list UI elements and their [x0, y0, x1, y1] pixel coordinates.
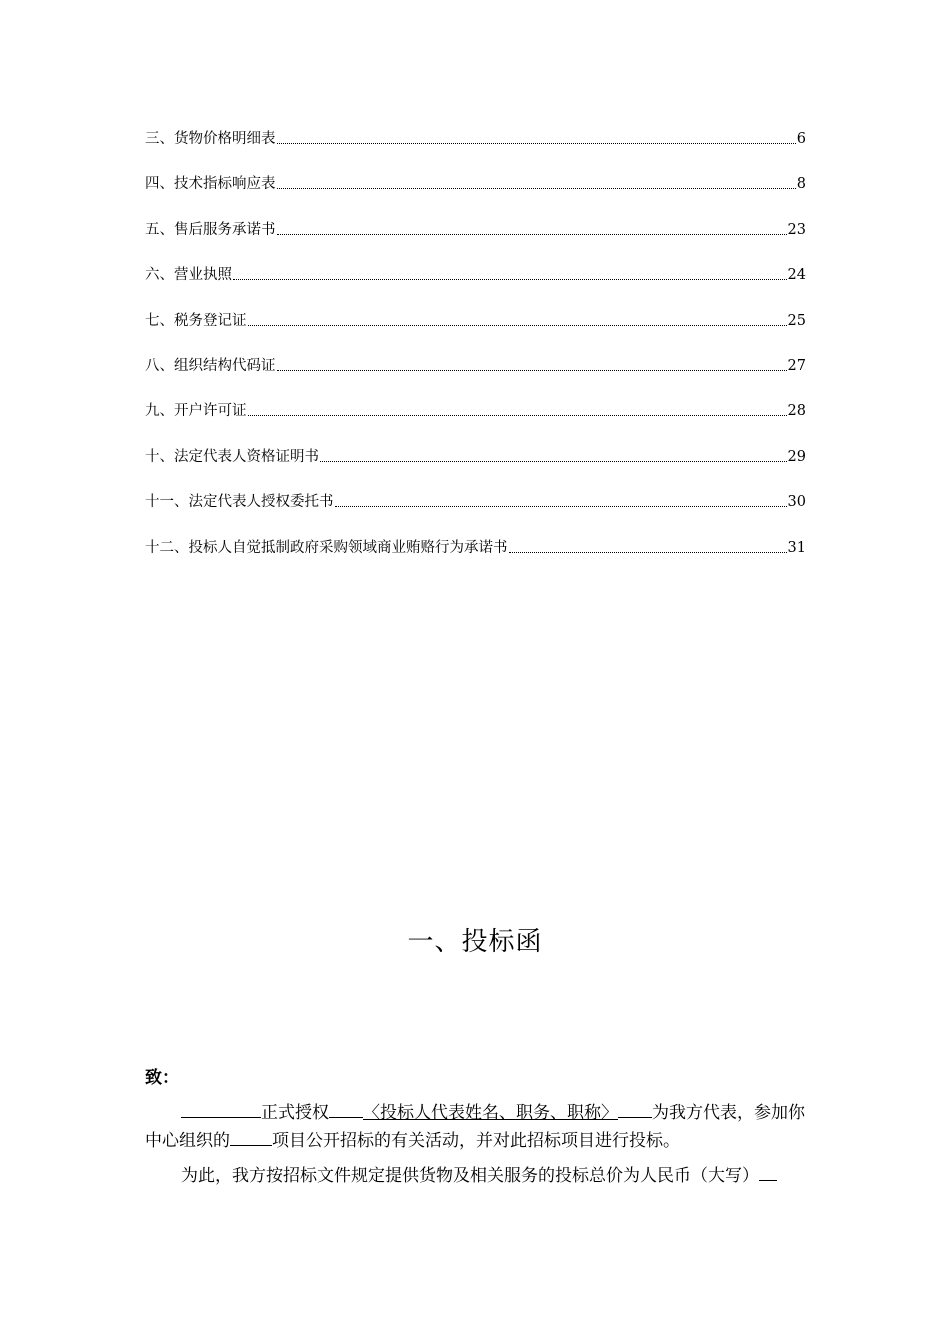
toc-entry[interactable]: [145, 285, 806, 330]
toc-entry-page: 23: [787, 221, 806, 238]
section-title: 一、投标函: [407, 927, 543, 957]
toc-dot-leader: [233, 279, 787, 280]
toc-dot-leader: [509, 552, 787, 553]
toc-dot-leader: [248, 415, 787, 416]
total-price-blank[interactable]: [759, 1162, 777, 1181]
toc-dot-leader: [277, 370, 787, 371]
project-name-blank[interactable]: [230, 1127, 272, 1146]
toc-dot-leader: [335, 506, 787, 507]
bidder-name-blank[interactable]: [181, 1099, 261, 1118]
toc-entry[interactable]: [145, 194, 806, 239]
table-of-contents: [145, 125, 806, 558]
toc-entry-label: 八、组织结构代码证: [145, 357, 276, 374]
toc-entry[interactable]: [145, 240, 806, 285]
toc-entry[interactable]: [145, 512, 806, 557]
toc-entry-page: 25: [787, 312, 806, 329]
toc-entry-label: 五、售后服务承诺书: [145, 221, 276, 238]
rep-trailing-blank[interactable]: [618, 1099, 652, 1118]
salutation: 致：: [145, 1068, 179, 1088]
toc-entry-page: 28: [787, 403, 806, 420]
toc-entry-label: 九、开户许可证: [145, 403, 247, 420]
toc-dot-leader: [320, 461, 787, 462]
toc-entry-page: 8: [796, 176, 806, 193]
toc-entry-label: 七、税务登记证: [145, 312, 247, 329]
toc-entry-label: 十二、投标人自觉抵制政府采购领域商业贿赂行为承诺书: [145, 539, 508, 556]
toc-entry[interactable]: [145, 149, 806, 194]
toc-entry-page: 30: [787, 494, 806, 511]
price-paragraph: [145, 1162, 806, 1190]
para1-text-b: 为我方代表，参加你中心组织的: [145, 1103, 805, 1151]
toc-entry-label: 四、技术指标响应表: [145, 176, 276, 193]
toc-entry-page: 29: [787, 448, 806, 465]
para2-text: 为此，我方按招标文件规定提供货物及相关服务的投标总价为人民币（大写）: [181, 1166, 759, 1186]
toc-entry-label: 十、法定代表人资格证明书: [145, 448, 319, 465]
toc-dot-leader: [248, 325, 787, 326]
toc-entry-page: 27: [787, 357, 806, 374]
toc-entry-page: 31: [787, 539, 806, 556]
rep-leading-blank[interactable]: [329, 1099, 363, 1118]
toc-entry[interactable]: [145, 421, 806, 466]
toc-entry-label: 六、营业执照: [145, 267, 232, 284]
toc-dot-leader: [277, 143, 796, 144]
authorization-paragraph: [145, 1099, 806, 1155]
toc-entry[interactable]: [145, 376, 806, 421]
representative-placeholder[interactable]: 〈投标人代表姓名、职务、职称〉: [363, 1103, 618, 1123]
toc-entry-page: 6: [796, 131, 806, 147]
toc-dot-leader: [277, 234, 787, 235]
toc-dot-leader: [277, 188, 796, 189]
toc-entry-label: 三、货物价格明细表: [145, 131, 276, 147]
para1-text-a: 正式授权: [261, 1103, 329, 1123]
toc-entry[interactable]: [145, 467, 806, 512]
toc-entry[interactable]: [145, 125, 806, 149]
toc-entry-label: 十一、法定代表人授权委托书: [145, 494, 334, 511]
para1-text-c: 项目公开招标的有关活动，并对此招标项目进行投标。: [272, 1131, 680, 1151]
toc-entry-page: 24: [787, 267, 806, 284]
toc-entry[interactable]: [145, 331, 806, 376]
